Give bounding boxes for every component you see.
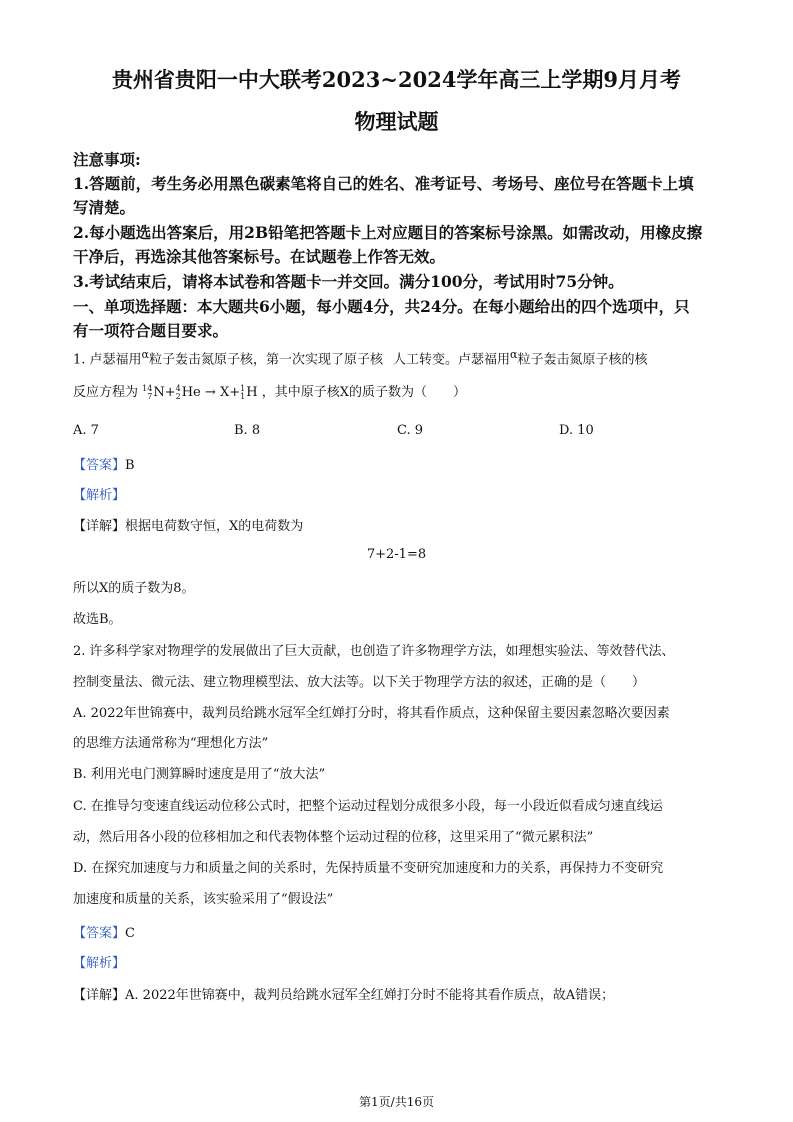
q2-option-a-line2: 的思维方法通常称为“理想化方法” [73, 736, 269, 751]
q2-option-c-line2: 动，然后用各小段的位移相加之和代表物体整个运动过程的位移，这里采用了“微元累积法” [73, 830, 594, 845]
q1-answer: 【答案】B [73, 458, 135, 473]
notice-item2-line2: 干净后，再选涂其他答案标号。在试题卷上作答无效。 [73, 247, 446, 266]
notice-item1-line1: 1.答题前，考生务必用黑色碳素笔将自己的姓名、准考证号、考场号、座位号在答题卡上填 [73, 174, 694, 193]
q1-option-c: C. 9 [397, 423, 424, 438]
h-nuclide-indices: 1 1 [240, 383, 246, 401]
reaction-equation: 14 7N+4 2He → X+1 1H [142, 383, 258, 401]
section1-line1: 一、单项选择题：本大题共6小题，每小题4分，共24分。在每小题给出的四个选项中，只 [73, 297, 690, 316]
q1-text-c: 人工转变。卢瑟福用 [393, 352, 511, 368]
q1-conclusion: 所以X的质子数为8。 [73, 581, 195, 596]
q2-answer: 【答案】C [73, 926, 135, 941]
q1-text-a: 1. 卢瑟福用 [73, 352, 142, 368]
q2-option-a-line1: A. 2022年世锦赛中，裁判员给跳水冠军全红婵打分时，将其看作质点，这种保留主要因素忽略次要因素 [73, 706, 670, 721]
q2-stem-line1: 2. 许多科学家对物理学的发展做出了巨大贡献，也创造了许多物理学方法，如理想实验法、等效替代法、 [73, 644, 675, 659]
q1-text-f: ，其中原子核X的质子数为（ ） [261, 385, 466, 400]
notice-item2-line1: 2.每小题选出答案后，用2B铅笔把答题卡上对应题目的答案标号涂黑。如需改动，用橡皮擦 [73, 223, 703, 242]
alpha-symbol: α [510, 348, 518, 361]
page-subtitle: 物理试题 [354, 109, 439, 134]
q2-option-d-line1: D. 在探究加速度与力和质量之间的关系时，先保持质量不变研究加速度和力的关系，再保持力不变研究 [73, 861, 664, 876]
q1-choose: 故选B。 [73, 612, 122, 627]
notice-heading: 注意事项: [73, 150, 141, 169]
q1-detail: 【详解】根据电荷数守恒，X的电荷数为 [73, 519, 304, 534]
alpha-symbol: α [141, 348, 149, 361]
q2-detail: 【详解】A. 2022年世锦赛中，裁判员给跳水冠军全红婵打分时不能将其看作质点，故A错误； [73, 988, 615, 1003]
page-title: 贵州省贵阳一中大联考2023~2024学年高三上学期9月月考 [111, 67, 682, 92]
notice-item3: 3.考试结束后，请将本试卷和答题卡一并交回。满分100分，考试用时75分钟。 [73, 272, 624, 291]
q1-text-b: 粒子轰击氮原子核，第一次实现了原子核 [148, 352, 383, 368]
q2-option-b: B. 利用光电门测算瞬时速度是用了“放大法” [73, 767, 326, 782]
q1-analysis-label: 【解析】 [73, 488, 126, 503]
q2-stem-line2: 控制变量法、微元法、建立物理模型法、放大法等。以下关于物理学方法的叙述，正确的是（ ） [73, 675, 646, 690]
q1-text-e: 反应方程为 [73, 385, 139, 400]
n-nuclide-indices: 14 7 [142, 383, 153, 401]
notice-item1-line2: 写清楚。 [73, 198, 136, 217]
q2-option-c-line1: C. 在推导匀变速直线运动位移公式时，把整个运动过程划分成很多小段，每一小段近似看成匀速直线运 [73, 799, 663, 814]
section1-line2: 有一项符合题目要求。 [73, 321, 229, 340]
q1-option-b: B. 8 [234, 423, 261, 438]
q2-option-d-line2: 加速度和质量的关系，该实验采用了“假设法” [73, 892, 334, 907]
he-nuclide-indices: 4 2 [175, 383, 181, 401]
page-number: 第1页/共16页 [359, 1095, 434, 1109]
q1-option-a: A. 7 [73, 423, 99, 438]
q1-formula: 7+2-1=8 [366, 547, 427, 562]
q2-analysis-label: 【解析】 [73, 956, 126, 971]
q1-option-d: D. 10 [559, 423, 594, 438]
q1-text-d: 粒子轰击氮原子核的核 [517, 352, 648, 368]
q1-stem-line2 [73, 381, 466, 401]
q1-stem-line1 [73, 348, 647, 367]
